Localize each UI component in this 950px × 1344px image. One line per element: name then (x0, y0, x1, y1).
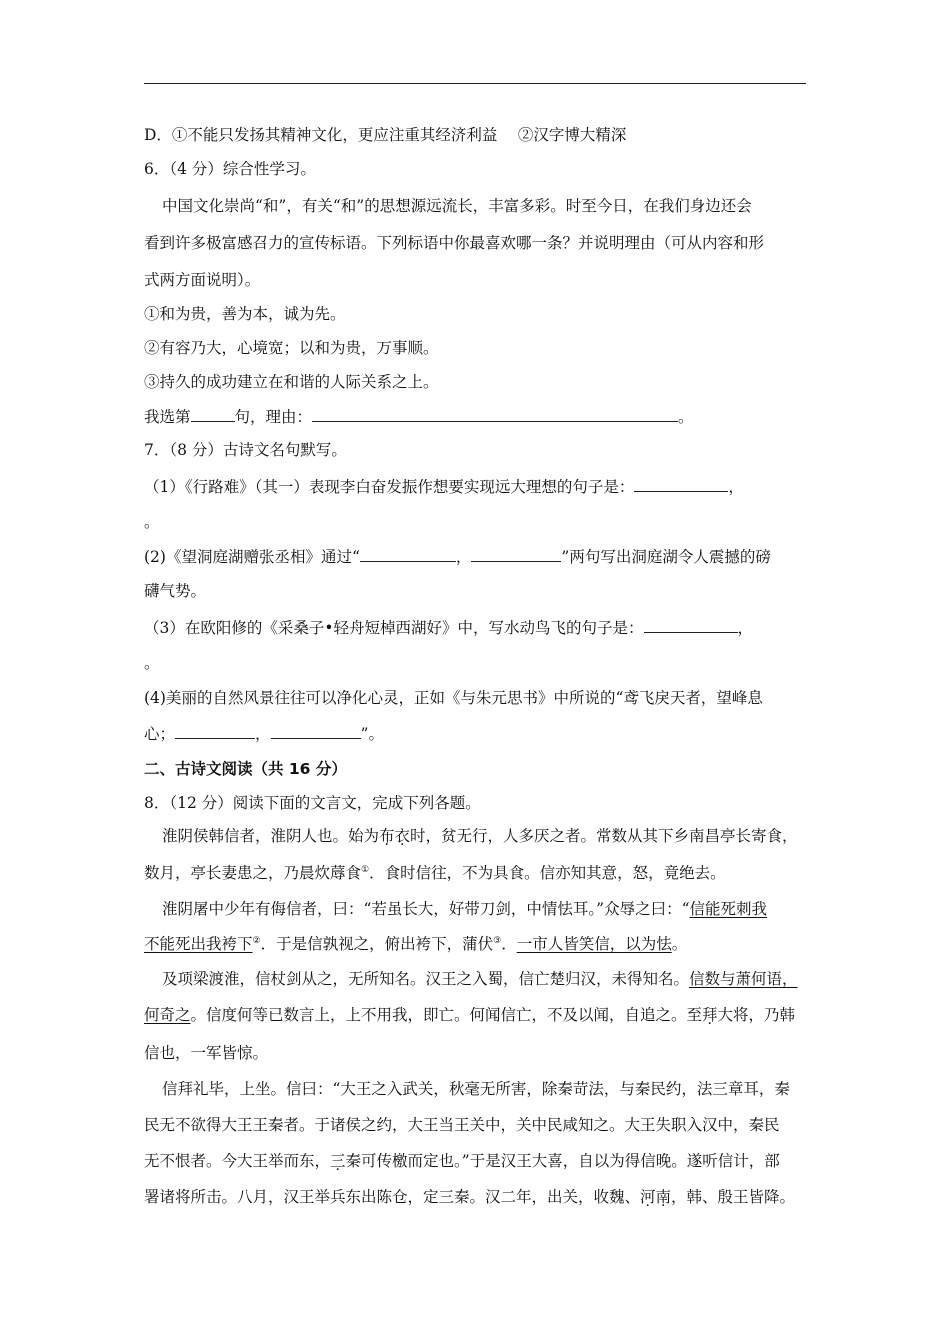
q7-2: (2)《望洞庭湖赠张丞相》通过“ ， ”两句写出洞庭湖令人震撼的磅 (144, 548, 771, 566)
q7-3: （3）在欧阳修的《采桑子•轻舟短棹西湖好》中，写水动鸟飞的句子是： ， (144, 619, 754, 637)
passage-p3-line2: 何奇之。信度何等已数言上，上不用我，即亡。何闻信亡，不及以闻，自追之。至拜大将，乃韩 (144, 1006, 796, 1024)
passage-p1-line1: 淮阴侯韩信者，淮阴人也。始为布衣时，贫无行，人多厌之者。常数从其下乡南昌亭长寄食， (162, 827, 798, 845)
dotted-char: 南 (655, 1188, 672, 1206)
option-d: D．①不能只发扬其精神文化，更应注重其经济利益 ②汉字博大精深 (144, 126, 627, 144)
q6-prompt-line3: 式两方面说明）。 (144, 271, 261, 289)
q7-4: (4)美丽的自然风景往往可以净化心灵，正如《与朱元思书》中所说的“鸢飞戾天者，望峰息 (144, 689, 763, 707)
answer-blank-7-2b[interactable] (471, 546, 561, 562)
passage-p4-line3: 无不恨者。今大王举而东，三秦可传檄而定也。”于是汉王大喜，自以为得信晚。遂听信计，部 (144, 1152, 780, 1170)
header-rule (144, 83, 806, 84)
passage-p3-line3: 信也，一军皆惊。 (144, 1044, 269, 1062)
answer-blank-reason[interactable] (312, 406, 678, 422)
q6-slogan-3: ③持久的成功建立在和谐的人际关系之上。 (144, 373, 439, 391)
dotted-char: 三 (330, 1152, 346, 1170)
underlined-sentence: 不能死出我袴下 (144, 935, 253, 953)
dotted-char: 布 (379, 827, 395, 845)
dotted-char: 拜 (702, 1006, 718, 1024)
q7-3-tail: 。 (144, 654, 160, 672)
dotted-char: 河 (640, 1188, 656, 1206)
q6-prompt-line2: 看到许多极富感召力的宣传标语。下列标语中你最喜欢哪一条？并说明理由（可从内容和形 (144, 234, 765, 252)
q8-heading: 8．（12 分）阅读下面的文言文，完成下列各题。 (144, 794, 481, 812)
underlined-sentence: 一市人皆笑信，以为怯 (516, 935, 672, 953)
q7-1: （1）《行路难》（其一）表现李白奋发振作想要实现远大理想的句子是： ， (144, 478, 744, 496)
passage-p4-line2: 民无不欲得大王王秦者。于诸侯之约，大王当王关中，关中民咸知之。大王失职入汉中，秦民 (144, 1116, 780, 1134)
passage-p4-line1: 信拜礼毕，上坐。信曰：“大王之入武关，秋毫无所害，除秦苛法，与秦民约，法三章耳，秦 (162, 1080, 790, 1098)
underlined-sentence: 信能死刺我 (689, 900, 768, 918)
underlined-sentence: 何奇之 (144, 1006, 191, 1024)
passage-p2-line2: 不能死出我袴下②．于是信孰视之，俯出袴下，蒲伏③．一市人皆笑信，以为怯。 (144, 935, 688, 953)
footnote-marker: ② (252, 935, 261, 946)
footnote-marker: ① (361, 864, 370, 875)
q6-slogan-1: ①和为贵，善为本，诚为先。 (144, 305, 346, 323)
q7-1-tail: 。 (144, 513, 160, 531)
dotted-char: 衣 (394, 827, 411, 845)
answer-blank-choice[interactable] (191, 406, 235, 422)
passage-p2-line1: 淮阴屠中少年有侮信者，曰：“若虽长大，好带刀剑，中情怯耳。”众辱之曰：“信能死刺我 (162, 900, 768, 918)
q7-4-line2: 心； ， ”。 (144, 725, 384, 743)
q6-slogan-2: ②有容乃大，心境宽；以和为贵，万事顺。 (144, 339, 439, 357)
q6-heading: 6．（4 分）综合性学习。 (144, 160, 316, 178)
passage-p4-line4: 署诸将所击。八月，汉王举兵东出陈仓，定三秦。汉二年，出关，收魏、河南，韩、殷王皆降。 (144, 1188, 796, 1206)
q7-2-tail: 礴气势。 (144, 582, 207, 600)
answer-blank-7-2a[interactable] (360, 546, 456, 562)
passage-p1-line2: 数月，亭长妻患之，乃晨炊蓐食①．食时信往，不为具食。信亦知其意，怒，竟绝去。 (144, 864, 726, 882)
answer-blank-7-4a[interactable] (175, 723, 255, 739)
footnote-marker: ③ (493, 935, 502, 946)
passage-p3-line1: 及项梁渡淮，信杖剑从之，无所知名。汉王之入蜀，信亡楚归汉，未得知名。信数与萧何语， (162, 970, 798, 988)
underlined-sentence: 信数与萧何语， (689, 970, 798, 988)
answer-blank-7-1a[interactable] (634, 476, 728, 492)
q6-answer-line: 我选第 句，理由： 。 (144, 408, 694, 426)
answer-blank-7-3a[interactable] (644, 617, 738, 633)
answer-blank-7-4b[interactable] (271, 723, 361, 739)
q7-heading: 7．（8 分）古诗文名句默写。 (144, 441, 347, 459)
q6-prompt-line1: 中国文化崇尚“和”，有关“和”的思想源远流长，丰富多彩。时至今日，在我们身边还会 (162, 197, 752, 215)
section-2-heading: 二、古诗文阅读（共 16 分） (144, 760, 347, 778)
